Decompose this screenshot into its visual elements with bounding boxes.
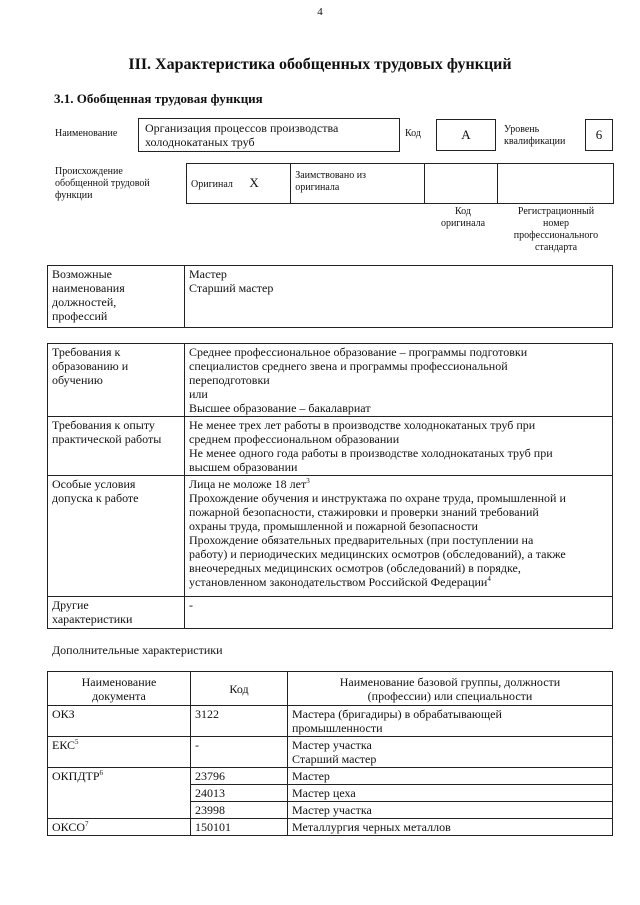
education-label: Требования к образованию и обучению xyxy=(48,344,185,417)
code-label: Код xyxy=(405,128,421,139)
original-label: Оригинал xyxy=(191,178,233,190)
row-okpdtr-doc xyxy=(48,768,191,819)
doc-okso: ОКСО xyxy=(52,820,86,834)
header-code: Код xyxy=(191,672,288,706)
additional-table xyxy=(47,671,613,836)
name-label: Наименование xyxy=(55,128,118,139)
footnote-4: 4 xyxy=(487,575,491,583)
row-okpdtr-1-name: Мастер xyxy=(288,768,613,785)
experience-value: Не менее трех лет работы в производстве холоднокатаных труб при среднем профессиональном образовании Не менее одного года работы в производстве холоднокатаных труб при высшем образовании xyxy=(185,417,613,476)
code-original-caption: Код оригинала xyxy=(440,206,486,229)
page-number: 4 xyxy=(317,6,323,18)
origin-code-cell xyxy=(424,164,498,204)
header-name: Наименование базовой группы, должности (профессии) или специальности xyxy=(288,672,613,706)
special-conditions-label: Особые условия допуска к работе xyxy=(48,476,185,597)
doc-okpdtr: ОКПДТР xyxy=(52,769,100,783)
row-eks-doc xyxy=(48,737,191,768)
experience-label: Требования к опыту практической работы xyxy=(48,417,185,476)
reg-number-caption: Регистрационный номер профессионального стандарта xyxy=(513,206,599,253)
row-eks-name: Мастер участка Старший мастер xyxy=(288,737,613,768)
row-okso-name: Металлургия черных металлов xyxy=(288,819,613,836)
subsection-title: 3.1. Обобщенная трудовая функция xyxy=(54,91,263,106)
additional-title: Дополнительные характеристики xyxy=(52,643,223,657)
other-label: Другие характеристики xyxy=(48,597,185,629)
row-okpdtr-2-code: 24013 xyxy=(191,785,288,802)
row-okpdtr-1-code: 23796 xyxy=(191,768,288,785)
origin-original-cell xyxy=(187,164,291,204)
level-value: 6 xyxy=(585,119,613,151)
original-mark: X xyxy=(249,174,259,190)
row-okso-code: 150101 xyxy=(191,819,288,836)
doc-eks: ЕКС xyxy=(52,738,76,752)
origin-label: Происхождение обобщенной трудовой функции xyxy=(55,166,150,201)
row-okz-doc xyxy=(48,706,191,737)
row-okpdtr-3-code: 23998 xyxy=(191,802,288,819)
footnote-6: 6 xyxy=(99,769,104,777)
footnote-5: 5 xyxy=(75,738,79,746)
row-okz-code: 3122 xyxy=(191,706,288,737)
section-title: III. Характеристика обобщенных трудовых функций xyxy=(128,56,512,73)
training-requirement: Прохождение обучения и инструктажа по охране труда, промышленной и пожарной безопасности, стажировки и проверки знаний требований охраны труда, промышленной и пожарной безопасности Прохождение обязательных предварительных (при поступлении на работу) и периодических медицинских осмотров (обследований), а также внеочередных медицинских осмотров (обследований) в порядке, установленном законодательством Российской Федерации xyxy=(189,491,566,589)
row-okpdtr-3-name: Мастер участка xyxy=(288,802,613,819)
row-okz-name: Мастера (бригадиры) в обрабатывающей промышленности xyxy=(288,706,613,737)
positions-value: Мастер Старший мастер xyxy=(185,266,613,328)
age-requirement: Лица не моложе 18 лет xyxy=(189,477,307,491)
borrowed-label: Заимствовано из оригинала xyxy=(291,164,425,204)
positions-table xyxy=(47,265,613,328)
footnote-7: 7 xyxy=(85,820,89,828)
other-value: - xyxy=(185,597,613,629)
row-okso-doc xyxy=(48,819,191,836)
row-eks-code: - xyxy=(191,737,288,768)
origin-reg-cell xyxy=(498,164,614,204)
footnote-3: 3 xyxy=(306,477,310,485)
education-value: Среднее профессиональное образование – программы подготовки специалистов среднего звена и программы профессиональной переподготовки или Высшее образование – бакалавриат xyxy=(185,344,613,417)
code-value: А xyxy=(436,119,496,151)
header-document: Наименование документа xyxy=(48,672,191,706)
row-okpdtr-2-name: Мастер цеха xyxy=(288,785,613,802)
requirements-table xyxy=(47,343,613,629)
level-label: Уровень квалификации xyxy=(504,124,566,147)
origin-table xyxy=(186,163,614,204)
special-conditions-value xyxy=(185,476,613,597)
function-name-value: Организация процессов производства холоднокатаных труб xyxy=(138,118,400,152)
positions-label: Возможные наименования должностей, профессий xyxy=(48,266,185,328)
doc-okz: ОКЗ xyxy=(52,707,75,721)
